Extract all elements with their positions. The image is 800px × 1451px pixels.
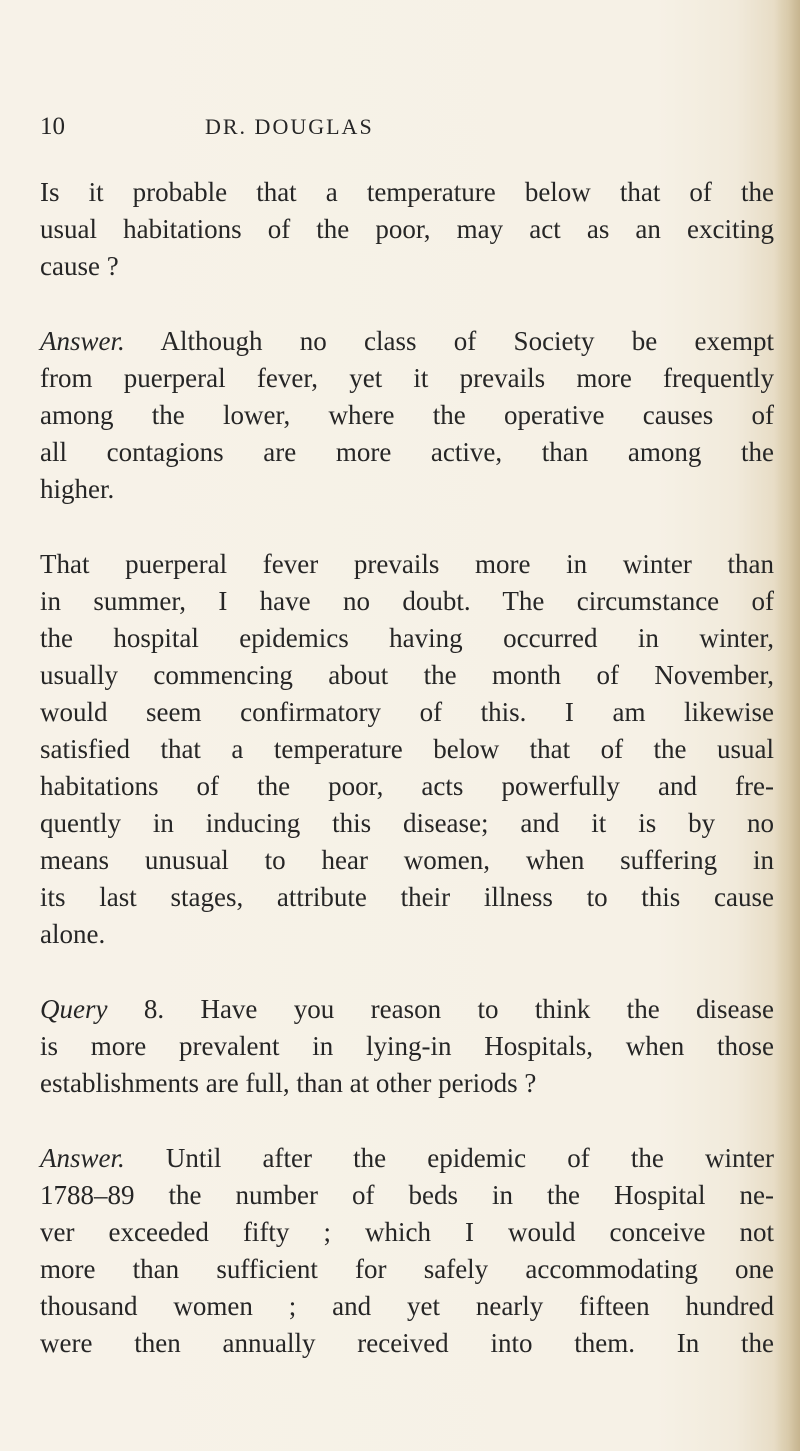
running-title: DR. DOUGLAS — [205, 114, 374, 139]
text-line: all contagions are more active, than among the — [40, 437, 774, 467]
text-line — [40, 991, 774, 1028]
text-line: its last stages, attribute their illness to this cause — [40, 882, 774, 912]
page-number: 10 — [40, 113, 65, 140]
page-edge-shadow — [774, 0, 800, 1451]
answer-paragraph — [40, 323, 774, 508]
text-line — [40, 323, 774, 360]
text-line: would seem confirmatory of this. I am likewise — [40, 697, 774, 727]
running-head — [40, 112, 760, 142]
text-line: establishments are full, than at other periods ? — [40, 1068, 537, 1098]
text-line: more than sufficient for safely accommodating one — [40, 1254, 774, 1284]
text-line: quently in inducing this disease; and it is by no — [40, 808, 774, 838]
text-line: thousand women ; and yet nearly fifteen hundred — [40, 1291, 774, 1321]
text-line: higher. — [40, 474, 115, 504]
text-line: ver exceeded fifty ; which I would conceive not — [40, 1217, 774, 1247]
text-line: usually commencing about the month of November, — [40, 660, 774, 690]
text-line: habitations of the poor, acts powerfully and fre- — [40, 771, 774, 801]
text-line: alone. — [40, 919, 106, 949]
answer-paragraph — [40, 1140, 774, 1362]
text-line: 1788–89 the number of beds in the Hospital ne- — [40, 1180, 774, 1210]
text-line: Is it probable that a temperature below that of the — [40, 177, 774, 207]
question-paragraph — [40, 174, 774, 285]
text-line-content: Until after the epidemic of the winter — [165, 1143, 774, 1173]
text-line: usual habitations of the poor, may act as an exciting — [40, 214, 774, 244]
commentary-paragraph — [40, 546, 774, 953]
text-line: the hospital epidemics having occurred in winter, — [40, 623, 774, 653]
query-label: Query — [40, 994, 108, 1024]
text-line — [40, 1140, 774, 1177]
text-line: means unusual to hear women, when suffering in — [40, 845, 774, 875]
text-line: That puerperal fever prevails more in winter than — [40, 549, 774, 579]
body-text — [40, 174, 774, 1400]
text-line-content: 8. Have you reason to think the disease — [143, 994, 774, 1024]
text-line: from puerperal fever, yet it prevails more frequently — [40, 363, 774, 393]
text-line: cause ? — [40, 251, 119, 281]
text-line: satisfied that a temperature below that of the usual — [40, 734, 774, 764]
text-line: is more prevalent in lying-in Hospitals, when those — [40, 1031, 774, 1061]
text-line: among the lower, where the operative causes of — [40, 400, 774, 430]
answer-label: Answer. — [40, 1143, 125, 1173]
text-line: in summer, I have no doubt. The circumstance of — [40, 586, 774, 616]
answer-label: Answer. — [40, 326, 125, 356]
text-line-content: Although no class of Society be exempt — [160, 326, 775, 356]
text-line: were then annually received into them. In the — [40, 1328, 774, 1358]
query-paragraph — [40, 991, 774, 1102]
